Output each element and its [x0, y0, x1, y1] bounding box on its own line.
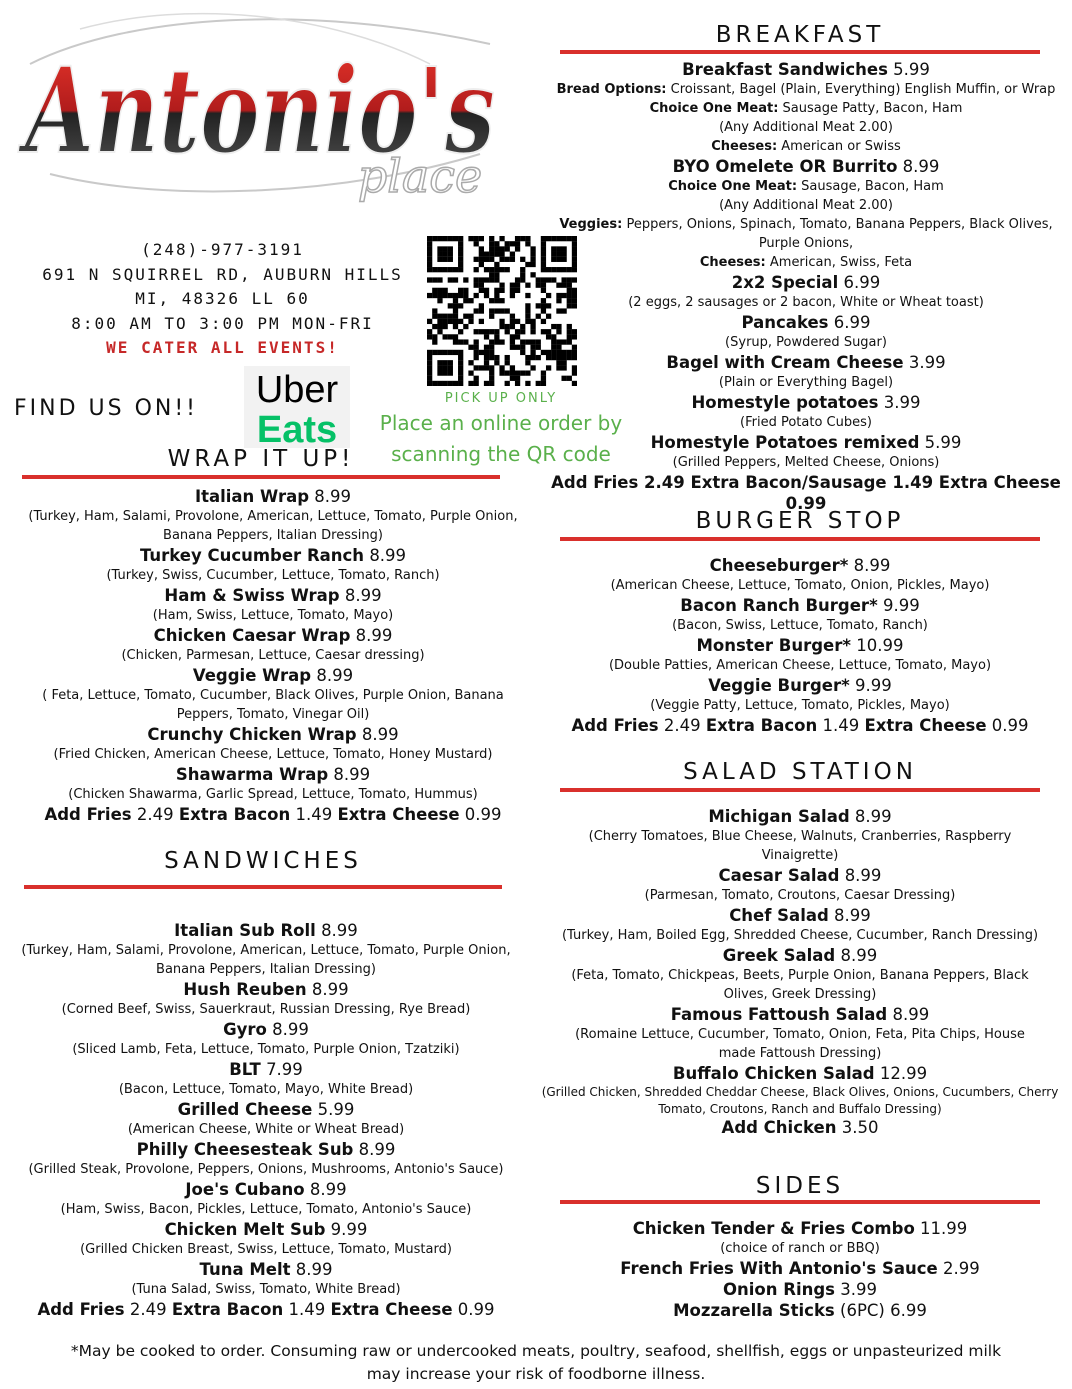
add-on-part: Add Fries — [44, 805, 132, 824]
menu-item-description: (Grilled Steak, Provolone, Peppers, Onions, Mushrooms, Antonio's Sauce) — [28, 1162, 504, 1177]
menu-option-label: Bread Options: — [556, 82, 667, 97]
menu-item — [0, 585, 546, 606]
pickup-only-label: PICK UP ONLY — [444, 391, 558, 406]
menu-item-description: (Turkey, Ham, Boiled Egg, Shredded Cheese, Cucumber, Ranch Dressing) — [561, 928, 1039, 943]
menu-item — [0, 545, 546, 566]
menu-item-description: ( Feta, Lettuce, Tomato, Cucumber, Black Olives, Purple Onion, Banana — [42, 688, 504, 703]
antonios-place-logo — [10, 4, 510, 204]
menu-item-price: 3.99 — [840, 1280, 877, 1299]
sides-divider — [560, 1200, 1040, 1204]
menu-item — [536, 905, 1064, 926]
menu-item-description: (Bacon, Lettuce, Tomato, Mayo, White Bread) — [118, 1082, 414, 1097]
menu-option-line — [540, 253, 1072, 272]
logo-sub-text: place — [357, 149, 483, 203]
wraps-menu — [0, 486, 546, 825]
add-on-part: Extra Bacon — [171, 1300, 284, 1319]
menu-item-price: 10.99 — [856, 636, 904, 655]
menu-item — [0, 1259, 532, 1280]
menu-item-price: 8.99 — [902, 157, 940, 176]
menu-item-name: Bacon Ranch Burger* — [680, 596, 878, 615]
sandwiches-divider — [24, 885, 502, 889]
menu-item — [0, 1099, 532, 1120]
menu-item-name: Italian Sub Roll — [174, 921, 316, 940]
menu-item-description: (Turkey, Swiss, Cucumber, Lettuce, Tomato, Ranch) — [106, 568, 440, 583]
menu-item — [540, 1300, 1060, 1321]
menu-item-description: Tomato, Croutons, Ranch and Buffalo Dressing) — [658, 1101, 942, 1116]
menu-item-name: Chicken Caesar Wrap — [153, 626, 351, 645]
menu-item-name: Mozzarella Sticks — [673, 1301, 835, 1320]
menu-item-name: Add Chicken — [721, 1118, 837, 1137]
menu-item-description: (Turkey, Ham, Salami, Provolone, American, Lettuce, Tomato, Purple Onion, — [28, 509, 518, 524]
qr-instructions-line-2: scanning the QR code — [391, 442, 611, 466]
eats-text: Eats — [256, 409, 338, 448]
menu-option-value: Sausage, Bacon, Ham — [797, 179, 944, 194]
menu-option-value: Croissant, Bagel (Plain, Everything) English Muffin, or Wrap — [666, 82, 1056, 97]
menu-item — [0, 1179, 532, 1200]
menu-option-line — [540, 80, 1072, 99]
menu-item-description: Olives, Greek Dressing) — [723, 987, 877, 1002]
menu-item-name: Homestyle Potatoes remixed — [650, 433, 920, 452]
menu-option-line — [540, 215, 1072, 234]
menu-option-value: Sausage Patty, Bacon, Ham — [778, 101, 963, 116]
menu-item-name: BYO Omelete OR Burrito — [672, 157, 898, 176]
menu-item-price: 8.99 — [295, 1260, 333, 1279]
menu-item — [540, 59, 1072, 80]
menu-item-price: 8.99 — [355, 626, 393, 645]
menu-item-description: (Corned Beef, Swiss, Sauerkraut, Russian Dressing, Rye Bread) — [61, 1002, 471, 1017]
menu-option-label: Cheeses: — [699, 255, 766, 270]
menu-item-price: 8.99 — [853, 556, 891, 575]
add-on-part: 1.49 — [817, 716, 865, 735]
menu-item-price: 8.99 — [844, 866, 882, 885]
add-on-part: Add Fries 2.49 Extra Bacon/Sausage 1.49 Extra Cheese 0.99 — [551, 473, 1061, 513]
menu-item — [0, 1219, 532, 1240]
menu-item-price: 8.99 — [321, 921, 358, 940]
menu-item-description: (American Cheese, White or Wheat Bread) — [127, 1122, 405, 1137]
add-on-part: 2.49 — [131, 805, 179, 824]
menu-item-name: Homestyle potatoes — [691, 393, 879, 412]
menu-item-name: Shawarma Wrap — [175, 765, 329, 784]
menu-item-description: (Sliced Lamb, Feta, Lettuce, Tomato, Purple Onion, Tzatziki) — [72, 1042, 460, 1057]
menu-item-description: (Tuna Salad, Swiss, Tomato, White Bread) — [131, 1282, 401, 1297]
add-on-part: 1.49 — [283, 1300, 331, 1319]
menu-item-name: Caesar Salad — [718, 866, 840, 885]
menu-item-price: 8.99 — [314, 487, 352, 506]
menu-item-price: (6PC) 6.99 — [840, 1301, 927, 1320]
menu-item-description: (Turkey, Ham, Salami, Provolone, American, Lettuce, Tomato, Purple Onion, — [21, 943, 511, 958]
menu-item-name: Italian Wrap — [194, 487, 310, 506]
menu-item-price: 8.99 — [311, 980, 349, 999]
menu-item — [540, 1279, 1060, 1300]
menu-item-description: Banana Peppers, Italian Dressing) — [156, 962, 376, 977]
menu-item-name: Gyro — [223, 1020, 267, 1039]
section-title-burgers: BURGER STOP — [695, 508, 905, 534]
menu-item-name: Joe's Cubano — [185, 1180, 305, 1199]
address-line-1: 691 N SQUIRREL RD, AUBURN HILLS — [42, 264, 403, 284]
add-on-part: Extra Cheese — [864, 716, 987, 735]
menu-item-price: 7.99 — [266, 1060, 303, 1079]
menu-item-description: made Fattoush Dressing) — [718, 1046, 882, 1061]
menu-item-price: 2.99 — [942, 1259, 980, 1278]
menu-item-name: Tuna Melt — [199, 1260, 291, 1279]
menu-item-name: 2x2 Special — [731, 273, 839, 292]
add-on-part: Add Fries — [37, 1300, 125, 1319]
menu-item — [540, 392, 1072, 413]
menu-option-line — [540, 137, 1072, 156]
menu-item-name: Monster Burger* — [696, 636, 851, 655]
contact-info — [20, 238, 425, 361]
add-on-part: 0.99 — [459, 805, 502, 824]
add-on-part: Extra Bacon — [705, 716, 818, 735]
add-ons-line — [540, 472, 1072, 514]
menu-item-price: 3.99 — [908, 353, 946, 372]
menu-option-line — [540, 99, 1072, 118]
section-title-wraps: WRAP IT UP! — [167, 446, 355, 472]
add-on-part: Extra Bacon — [178, 805, 291, 824]
menu-item-name: Famous Fattoush Salad — [670, 1005, 888, 1024]
menu-item-name: Veggie Burger* — [708, 676, 850, 695]
menu-item-price: 6.99 — [843, 273, 881, 292]
menu-item-price: 8.99 — [309, 1180, 347, 1199]
menu-item — [540, 352, 1072, 373]
menu-item-name: Pancakes — [741, 313, 829, 332]
salads-divider — [560, 788, 1040, 792]
menu-item-description: (Syrup, Powdered Sugar) — [725, 335, 887, 350]
menu-item-price: 8.99 — [358, 1140, 396, 1159]
menu-item-description: (2 eggs, 2 sausages or 2 bacon, White or Wheat toast) — [628, 295, 984, 310]
menu-item — [536, 806, 1064, 827]
menu-option-label: Choice One Meat: — [649, 101, 779, 116]
add-on-part: Add Fries — [571, 716, 659, 735]
sandwiches-menu — [0, 920, 532, 1320]
menu-item — [540, 1258, 1060, 1279]
menu-item — [536, 945, 1064, 966]
menu-option-label: Choice One Meat: — [668, 179, 798, 194]
menu-item-name: Chicken Melt Sub — [164, 1220, 326, 1239]
menu-item-price: 3.50 — [841, 1118, 879, 1137]
add-on-part: 2.49 — [658, 716, 706, 735]
menu-item — [0, 979, 532, 1000]
burgers-menu — [540, 555, 1060, 736]
menu-item — [540, 312, 1072, 333]
food-safety-disclaimer — [10, 1340, 1062, 1386]
section-title-salads: SALAD STATION — [683, 759, 917, 785]
menu-item — [540, 555, 1060, 576]
menu-item — [540, 635, 1060, 656]
salads-menu — [536, 806, 1064, 1138]
menu-item-name: Buffalo Chicken Salad — [672, 1064, 875, 1083]
menu-item-price: 8.99 — [854, 807, 892, 826]
menu-item — [540, 675, 1060, 696]
menu-item-price: 8.99 — [333, 765, 371, 784]
menu-item-description: (Parmesan, Tomato, Croutons, Caesar Dressing) — [644, 888, 956, 903]
menu-item — [540, 272, 1072, 293]
menu-item — [536, 865, 1064, 886]
menu-item-price: 8.99 — [892, 1005, 930, 1024]
section-title-breakfast: BREAKFAST — [715, 22, 885, 48]
menu-item-name: Crunchy Chicken Wrap — [147, 725, 357, 744]
menu-item-name: Veggie Wrap — [192, 666, 312, 685]
section-title-sides: SIDES — [755, 1173, 845, 1199]
menu-option-label: Veggies: — [559, 217, 623, 232]
cater-notice: WE CATER ALL EVENTS! — [106, 338, 339, 357]
menu-option-value: American or Swiss — [777, 139, 901, 154]
menu-item-description: (Grilled Peppers, Melted Cheese, Onions) — [672, 455, 940, 470]
burgers-divider — [560, 537, 1040, 541]
menu-item — [0, 625, 546, 646]
menu-item-price: 3.99 — [883, 393, 921, 412]
menu-item-description: Purple Onions, — [758, 236, 854, 251]
menu-item-price: 9.99 — [330, 1220, 368, 1239]
add-ons-line — [0, 1299, 532, 1320]
logo-main-text: Antonio's — [17, 41, 496, 180]
menu-item-name: Chicken Tender & Fries Combo — [632, 1219, 915, 1238]
menu-item — [0, 486, 546, 507]
menu-item-description: (Fried Chicken, American Cheese, Lettuce, Tomato, Honey Mustard) — [53, 747, 493, 762]
menu-item-price: 5.99 — [317, 1100, 355, 1119]
menu-item-price: 6.99 — [833, 313, 871, 332]
menu-item-price: 9.99 — [855, 676, 892, 695]
menu-item-description: (Grilled Chicken Breast, Swiss, Lettuce, Tomato, Mustard) — [80, 1242, 452, 1257]
menu-item-name: Breakfast Sandwiches — [682, 60, 888, 79]
menu-item-name: BLT — [229, 1060, 261, 1079]
add-on-part: Extra Cheese — [337, 805, 460, 824]
section-title-sandwiches: SANDWICHES — [164, 848, 362, 874]
menu-item — [0, 1059, 532, 1080]
menu-item-name: Turkey Cucumber Ranch — [139, 546, 365, 565]
menu-item-name: Philly Cheesesteak Sub — [136, 1140, 354, 1159]
menu-item — [540, 595, 1060, 616]
menu-item — [0, 764, 546, 785]
menu-item-description: (Grilled Chicken, Shredded Cheddar Cheese, Black Olives, Onions, Cucumbers, Cherry — [541, 1085, 1059, 1099]
menu-item-name: Hush Reuben — [183, 980, 307, 999]
disclaimer-line-1: *May be cooked to order. Consuming raw or undercooked meats, poultry, seafood, shellfish, eggs or unpasteurized milk — [70, 1342, 1002, 1360]
menu-item-price: 8.99 — [840, 946, 878, 965]
menu-item-description: Peppers, Tomato, Vinegar Oil) — [176, 707, 370, 722]
breakfast-menu — [540, 59, 1072, 514]
sides-menu — [540, 1218, 1060, 1321]
menu-item-name: Chef Salad — [729, 906, 829, 925]
menu-item-description: (Bacon, Swiss, Lettuce, Tomato, Ranch) — [672, 618, 928, 633]
wraps-divider — [22, 475, 500, 479]
uber-text: Uber — [255, 369, 339, 411]
menu-option-value: American, Swiss, Feta — [765, 255, 913, 270]
menu-item-description: (Chicken Shawarma, Garlic Spread, Lettuce, Tomato, Hummus) — [68, 787, 478, 802]
menu-item — [536, 1117, 1064, 1138]
hours: 8:00 AM TO 3:00 PM MON-FRI — [71, 313, 374, 333]
menu-item-name: Onion Rings — [723, 1280, 835, 1299]
menu-item-price: 8.99 — [344, 586, 382, 605]
menu-item-description: (Chicken, Parmesan, Lettuce, Caesar dressing) — [121, 648, 425, 663]
menu-item — [0, 1019, 532, 1040]
add-on-part: 0.99 — [452, 1300, 495, 1319]
menu-item-description: Vinaigrette) — [761, 848, 839, 863]
menu-item-price: 12.99 — [879, 1064, 928, 1083]
menu-item — [540, 432, 1072, 453]
address-line-2: MI, 48326 LL 60 — [135, 289, 310, 308]
find-us-label: FIND US ON!! — [14, 396, 199, 421]
menu-item-description: (Ham, Swiss, Bacon, Pickles, Lettuce, Tomato, Antonio's Sauce) — [60, 1202, 472, 1217]
menu-item-description: (Any Additional Meat 2.00) — [719, 120, 893, 135]
menu-item-description: (Ham, Swiss, Lettuce, Tomato, Mayo) — [152, 608, 394, 623]
add-on-part: 1.49 — [290, 805, 338, 824]
uber-eats-logo-icon[interactable] — [244, 366, 350, 448]
menu-item-description: (Fried Potato Cubes) — [740, 415, 872, 430]
add-on-part: 2.49 — [124, 1300, 172, 1319]
menu-item-price: 9.99 — [882, 596, 920, 615]
menu-item-description: (Veggie Patty, Lettuce, Tomato, Pickles, Mayo) — [650, 698, 950, 713]
menu-item-description: (choice of ranch or BBQ) — [720, 1241, 880, 1256]
menu-item-price: 8.99 — [369, 546, 407, 565]
menu-item-description: (Plain or Everything Bagel) — [718, 375, 894, 390]
menu-item-price: 5.99 — [893, 60, 930, 79]
menu-item-description: (Double Patties, American Cheese, Lettuce, Tomato, Mayo) — [608, 658, 992, 673]
menu-item-price: 8.99 — [272, 1020, 309, 1039]
menu-option-label: Cheeses: — [711, 139, 778, 154]
breakfast-divider — [560, 50, 1040, 54]
menu-item-price: 8.99 — [361, 725, 399, 744]
menu-item-description: Banana Peppers, Italian Dressing) — [163, 528, 383, 543]
add-on-part: Extra Cheese — [330, 1300, 453, 1319]
menu-item-name: Greek Salad — [722, 946, 836, 965]
menu-item-description: (Romaine Lettuce, Cucumber, Tomato, Onion, Feta, Pita Chips, House — [575, 1027, 1025, 1042]
menu-item — [0, 1139, 532, 1160]
menu-item-description: (Feta, Tomato, Chickpeas, Beets, Purple Onion, Banana Peppers, Black — [571, 968, 1029, 983]
phone-number: (248)-977-3191 — [141, 240, 304, 259]
menu-item-name: Michigan Salad — [708, 807, 850, 826]
menu-item-name: French Fries With Antonio's Sauce — [620, 1259, 938, 1278]
menu-item-name: Cheeseburger* — [709, 556, 849, 575]
menu-item-description: (Cherry Tomatoes, Blue Cheese, Walnuts, Cranberries, Raspberry — [588, 829, 1012, 844]
menu-item — [0, 724, 546, 745]
menu-item — [536, 1004, 1064, 1025]
menu-item-name: Bagel with Cream Cheese — [666, 353, 904, 372]
disclaimer-line-2: may increase your risk of foodborne illness. — [366, 1365, 706, 1383]
menu-item — [0, 665, 546, 686]
menu-item-price: 5.99 — [924, 433, 962, 452]
menu-item — [540, 156, 1072, 177]
menu-item-name: Grilled Cheese — [177, 1100, 313, 1119]
menu-item-price: 11.99 — [920, 1219, 968, 1238]
menu-item — [540, 1218, 1060, 1239]
menu-item-price: 8.99 — [834, 906, 871, 925]
menu-option-line — [540, 177, 1072, 196]
menu-item — [536, 1063, 1064, 1084]
qr-instructions-line-1: Place an online order by — [379, 411, 623, 435]
menu-option-value: Peppers, Onions, Spinach, Tomato, Banana Peppers, Black Olives, — [622, 217, 1053, 232]
add-ons-line — [0, 804, 546, 825]
menu-item-description: (Any Additional Meat 2.00) — [719, 198, 893, 213]
menu-item-description: (American Cheese, Lettuce, Tomato, Onion, Pickles, Mayo) — [610, 578, 990, 593]
menu-item-price: 8.99 — [316, 666, 354, 685]
menu-item — [0, 920, 532, 941]
add-ons-line — [540, 715, 1060, 736]
menu-item-name: Ham & Swiss Wrap — [164, 586, 340, 605]
add-on-part: 0.99 — [986, 716, 1029, 735]
